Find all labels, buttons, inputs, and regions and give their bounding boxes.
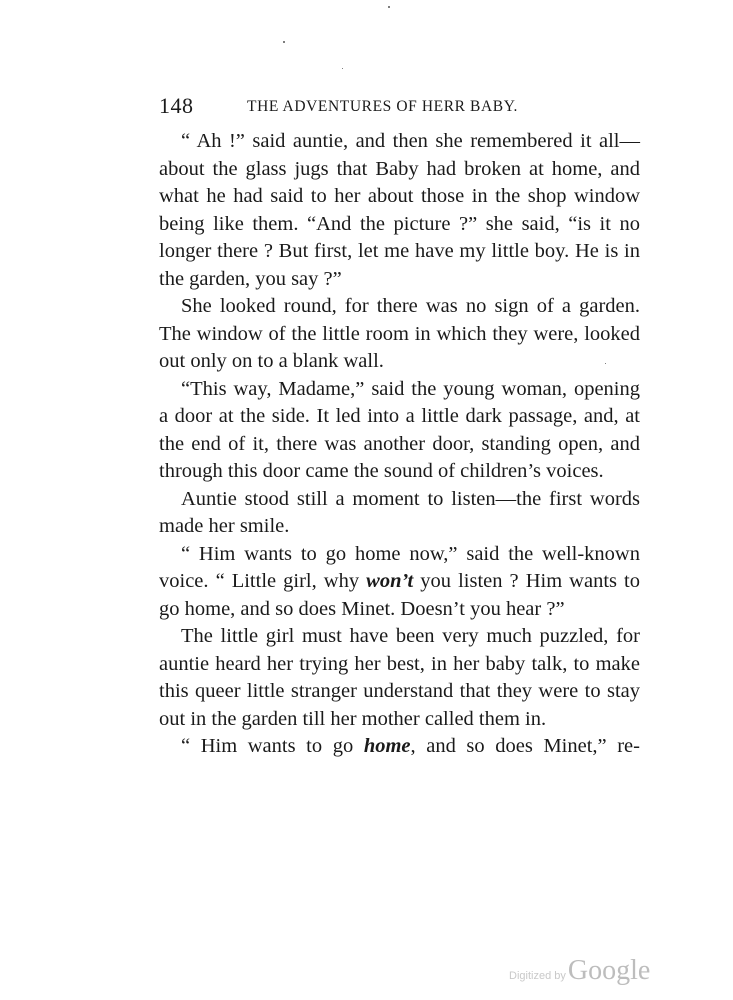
paragraph (159, 541, 640, 624)
watermark-brand: Google (567, 955, 651, 986)
watermark-prefix: Digitized by (509, 970, 566, 982)
running-title: THE ADVENTURES OF HERR BABY. (247, 98, 518, 115)
paragraph (159, 486, 640, 541)
text-segment: “This way, Madame,” said the young woman, opening a door at the side. It led into a little dark passage, and, at the end of it, there was another door, standing open, and through this door came the sound of children’s voices. (159, 377, 640, 482)
text-segment: She looked round, for there was no sign of a garden. The window of the little room in which they were, looked out only on to a blank wall. (159, 295, 640, 372)
text-segment: “ Ah !” said auntie, and then she remembered it all—about the glass jugs that Baby had broken at home, and what he had said to her about those in the shop window being like them. “And the picture ?” she said, “is it no longer there ? But first, let me have my little boy. He is in the garden, you say ?” (159, 130, 640, 290)
paragraph (159, 293, 640, 376)
digitized-watermark (509, 955, 650, 987)
paragraph (159, 623, 640, 733)
text-segment: “ Him wants to go home now,” said the well-known voice. “ Little girl, why (159, 542, 640, 592)
text-segment: Auntie stood still a moment to listen—the first words made her smile. (159, 487, 640, 537)
paragraph (159, 128, 640, 293)
text-segment: The little girl must have been very much puzzled, for auntie heard her trying her best, in her baby talk, to make this queer little stranger understand that they were to stay out in the garden till her mother called them in. (159, 625, 640, 730)
body-text (159, 128, 640, 761)
paper-speck (342, 68, 343, 69)
page-header (159, 93, 639, 117)
text-segment: you listen ? Him wants to go home, and so does Minet. Doesn’t you hear ?” (159, 570, 641, 620)
paper-speck (388, 6, 390, 8)
text-segment: “ Him wants to go (181, 735, 364, 757)
paragraph (159, 733, 640, 761)
emphasis-text: won’t (366, 570, 414, 592)
page-number: 148 (159, 93, 194, 118)
text-segment: , and so does Minet,” re- (410, 735, 640, 757)
paper-speck (283, 41, 285, 43)
emphasis-text: home (363, 735, 411, 757)
paragraph (159, 376, 640, 486)
